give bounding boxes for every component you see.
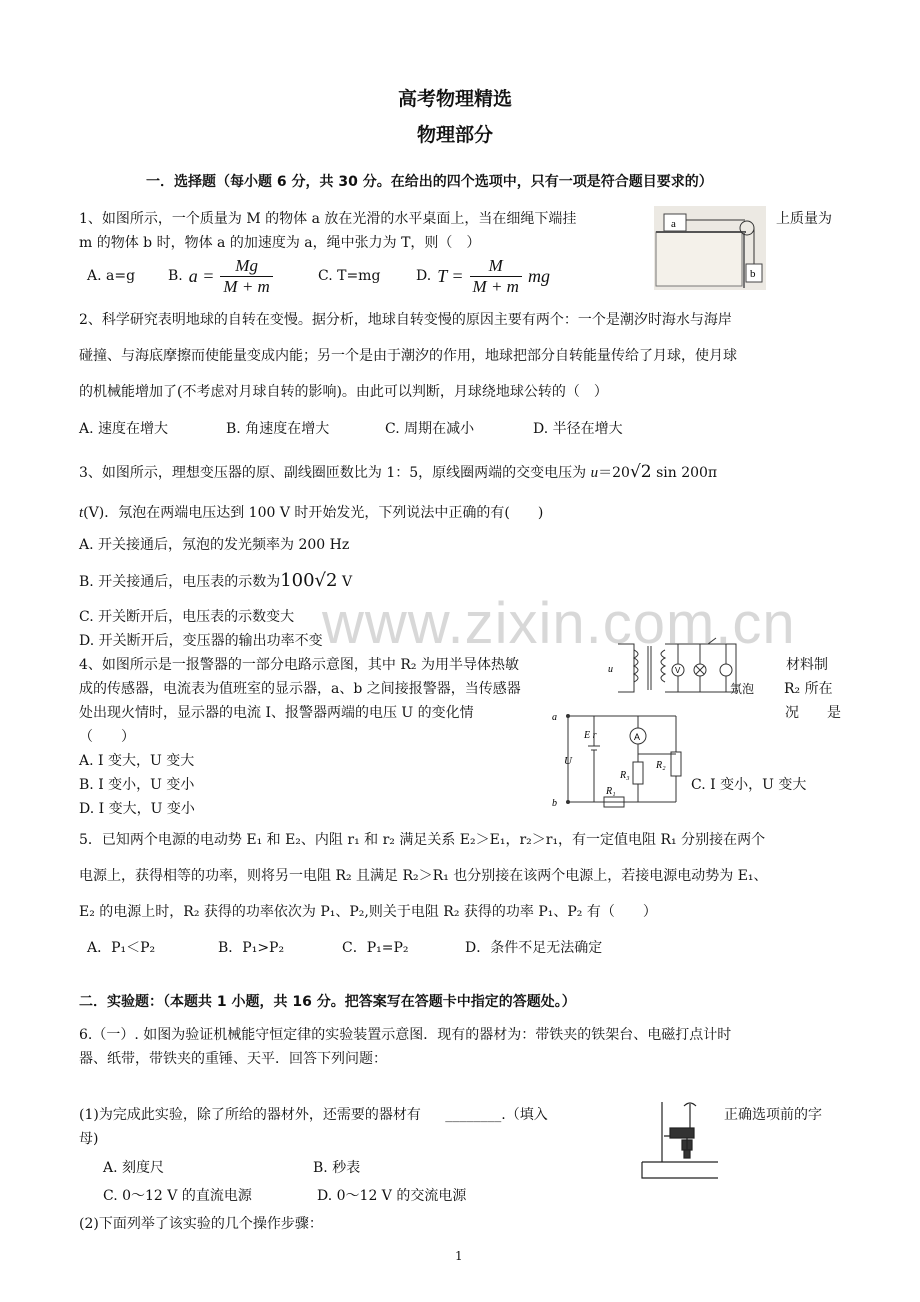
q5-line2: 电源上，获得相等的功率，则将另一电阻 R₂ 且满足 R₂＞R₁ 也分别接在该两个电源上，若接电源电动势为 E₁、 bbox=[79, 868, 768, 884]
q6-sub1 bbox=[79, 1104, 548, 1124]
q4-line2-end: R₂ 所在 bbox=[784, 681, 833, 697]
page-number: 1 bbox=[455, 1249, 463, 1263]
q5-option-a: A．P₁＜P₂ bbox=[87, 940, 156, 956]
q3-option-b-pre: B. 开关接通后，电压表的示数为 bbox=[79, 574, 281, 590]
q4-line3: 处出现火情时，显示器的电流 I、报警器两端的电压 U 的变化情 bbox=[79, 705, 474, 721]
q2-line1: 2、科学研究表明地球的自转在变慢。据分析，地球自转变慢的原因主要有两个：一个是潮汐时海水与海岸 bbox=[79, 312, 732, 328]
q4-figure-r3: R₃ bbox=[620, 770, 630, 781]
q6-line2: 器、纸带，带铁夹的重锤、天平．回答下列问题： bbox=[79, 1051, 387, 1067]
q1-option-d-label: D. bbox=[416, 268, 432, 284]
q1-option-d-den: M + m bbox=[472, 276, 519, 296]
q3-line1-u: u bbox=[590, 465, 599, 481]
q1-option-d bbox=[416, 253, 550, 299]
q3-line1 bbox=[79, 462, 717, 482]
q4-line3-end: 况 是 bbox=[785, 705, 841, 721]
q1-figure-b: b bbox=[750, 268, 756, 280]
q5-option-d: D．条件不足无法确定 bbox=[465, 940, 603, 956]
section2-heading: 二．实验题：（本题共 1 小题，共 16 分。把答案写在答题卡中指定的答题处。） bbox=[79, 994, 576, 1010]
q6-option-c: C. 0～12 V 的直流电源 bbox=[103, 1188, 252, 1204]
q1-figure bbox=[654, 206, 766, 290]
q3-option-d: D. 开关断开后，变压器的输出功率不变 bbox=[79, 633, 323, 649]
q4-line1-end: 材料制 bbox=[786, 657, 828, 673]
watermark: www.zixin.com.cn bbox=[322, 591, 796, 656]
q5-option-b: B．P₁>P₂ bbox=[218, 940, 285, 956]
q5-option-c: C．P₁=P₂ bbox=[342, 940, 409, 956]
q3-option-c: C. 开关断开后，电压表的示数变大 bbox=[79, 609, 295, 625]
q3-line2-text: (V)．氖泡在两端电压达到 100 V 时开始发光，下列说法中正确的有( ) bbox=[83, 505, 544, 521]
q1-option-b-fraction bbox=[220, 256, 272, 297]
page-title: 高考物理精选 bbox=[398, 88, 513, 110]
q4-line4: （ ） bbox=[79, 729, 135, 745]
q4-figure-r2: R₂ bbox=[656, 760, 666, 771]
q2-option-b: B. 角速度在增大 bbox=[226, 421, 330, 437]
q1-option-b bbox=[168, 253, 273, 299]
q1-option-b-lhs: a = bbox=[188, 265, 215, 286]
q6-sub1-end: 正确选项前的字 bbox=[724, 1107, 822, 1123]
q3-line2 bbox=[79, 502, 543, 522]
q4-figure-u: U bbox=[564, 755, 572, 767]
q3-option-b-unit: V bbox=[341, 574, 353, 590]
q3-line1-sqrt: √2 bbox=[629, 462, 652, 482]
q6-sub1-blank: ________ bbox=[445, 1107, 502, 1123]
q6-figure bbox=[634, 1100, 718, 1182]
q6-sub1-mid: .（填入 bbox=[501, 1107, 548, 1123]
q4-figure-a: a bbox=[552, 712, 557, 723]
q1-figure-a: a bbox=[671, 218, 676, 230]
q3-figure bbox=[604, 636, 740, 700]
q4-option-a: A. I 变大，U 变大 bbox=[79, 753, 195, 769]
q1-option-b-label: B. bbox=[168, 268, 183, 284]
q3-figure-v: V bbox=[675, 666, 681, 675]
q1-option-c: C. T=mg bbox=[318, 268, 381, 284]
q1-option-b-num: Mg bbox=[220, 256, 272, 277]
q1-option-d-tail: mg bbox=[527, 265, 550, 286]
q4-figure-ammeter: A bbox=[634, 732, 641, 742]
q1-option-d-fraction bbox=[470, 256, 522, 297]
q4-figure-b: b bbox=[552, 798, 557, 809]
q6-sub1-line2: 母) bbox=[79, 1131, 99, 1147]
q2-option-c: C. 周期在减小 bbox=[385, 421, 475, 437]
q4-line2: 成的传感器，电流表为值班室的显示器，a、b 之间接报警器，当传感器 bbox=[79, 681, 521, 697]
q6-option-d: D. 0～12 V 的交流电源 bbox=[317, 1188, 467, 1204]
q1-option-d-lhs: T = bbox=[437, 265, 464, 286]
q1-option-b-den: M + m bbox=[223, 276, 270, 296]
section1-heading: 一．选择题（每小题 6 分，共 30 分。在给出的四个选项中，只有一项是符合题目要求的） bbox=[146, 174, 713, 190]
q6-sub2: (2)下面列举了该实验的几个操作步骤： bbox=[79, 1216, 323, 1232]
q3-figure-u: u bbox=[608, 664, 613, 675]
q3-option-b-val: 100√2 bbox=[280, 570, 338, 591]
q2-line2: 碰撞、与海底摩擦而使能量变成内能；另一个是由于潮汐的作用，地球把部分自转能量传给了月球，使月球 bbox=[79, 348, 737, 364]
q1-line1-end: 上质量为 bbox=[776, 211, 832, 227]
q4-line1: 4、如图所示是一报警器的一部分电路示意图，其中 R₂ 为用半导体热敏 bbox=[79, 657, 519, 673]
q2-option-a: A. 速度在增大 bbox=[79, 421, 169, 437]
q4-figure-r1: R₁ bbox=[606, 786, 616, 797]
q4-option-b: B. I 变小，U 变小 bbox=[79, 777, 195, 793]
q3-figure-label: 氖泡 bbox=[730, 682, 755, 696]
q1-line1: 1、如图所示，一个质量为 M 的物体 a 放在光滑的水平桌面上，当在细绳下端挂 bbox=[79, 211, 577, 227]
q3-option-a: A. 开关接通后，氖泡的发光频率为 200 Hz bbox=[79, 537, 350, 553]
page-subtitle: 物理部分 bbox=[417, 124, 494, 146]
q4-figure-er: E r bbox=[584, 730, 597, 741]
q1-option-a: A. a=g bbox=[87, 268, 136, 284]
q1-option-d-num: M bbox=[470, 256, 522, 277]
q5-line1: 5．已知两个电源的电动势 E₁ 和 E₂、内阻 r₁ 和 r₂ 满足关系 E₂＞E₁，r₂＞r₁，有一定值电阻 R₁ 分别接在两个 bbox=[79, 832, 766, 848]
q3-option-b bbox=[79, 570, 352, 591]
q6-option-b: B. 秒表 bbox=[313, 1160, 361, 1176]
q4-option-c: C. I 变小，U 变大 bbox=[691, 777, 807, 793]
q5-line3: E₂ 的电源上时，R₂ 获得的功率依次为 P₁、P₂,则关于电阻 R₂ 获得的功率 P₁、P₂ 有（ ） bbox=[79, 904, 657, 920]
q2-option-d: D. 半径在增大 bbox=[533, 421, 623, 437]
q3-line1-tail: sin 200π bbox=[656, 465, 718, 481]
q6-option-a: A. 刻度尺 bbox=[103, 1160, 165, 1176]
q2-line3: 的机械能增加了(不考虑对月球自转的影响)。由此可以判断，月球绕地球公转的（ ） bbox=[79, 384, 608, 400]
q6-sub1-pre: (1)为完成此实验，除了所给的器材外，还需要的器材有 bbox=[79, 1107, 421, 1123]
q1-line2: m 的物体 b 时，物体 a 的加速度为 a，绳中张力为 T，则（ ） bbox=[79, 235, 481, 251]
q3-line1-eq: ＝20 bbox=[598, 465, 630, 481]
q4-figure bbox=[548, 706, 688, 810]
q4-option-d: D. I 变大，U 变小 bbox=[79, 801, 195, 817]
q3-line2-t: t bbox=[79, 505, 84, 521]
q3-line1-pre: 3、如图所示，理想变压器的原、副线圈匝数比为 1：5，原线圈两端的交变电压为 bbox=[79, 465, 587, 481]
q6-line1: 6.（一）. 如图为验证机械能守恒定律的实验装置示意图．现有的器材为：带铁夹的铁架台、电磁打点计时 bbox=[79, 1027, 732, 1043]
